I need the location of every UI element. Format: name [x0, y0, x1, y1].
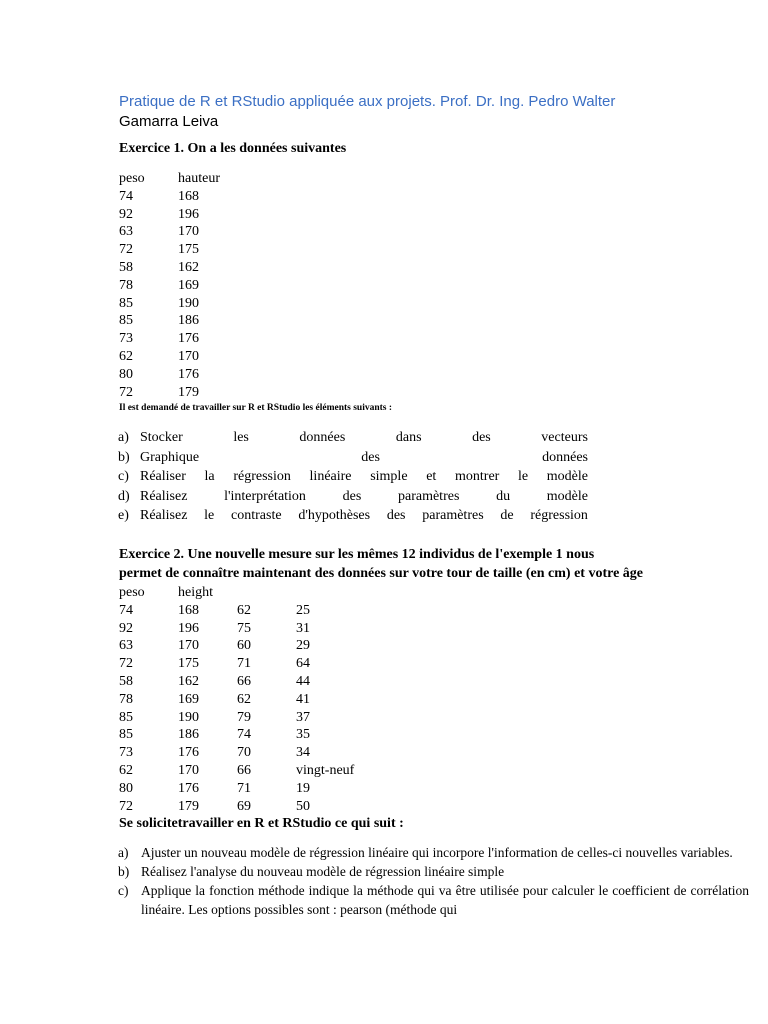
table-cell: 162	[178, 259, 199, 275]
table-cell: 175	[178, 656, 199, 672]
table-cell: 92	[119, 620, 133, 636]
table-cell: 186	[178, 313, 199, 329]
table-cell: 170	[178, 348, 199, 364]
table-cell: 69	[237, 798, 251, 814]
table-cell: 170	[178, 224, 199, 240]
list-marker: c)	[118, 469, 129, 485]
table-header-cell: hauteur	[178, 171, 220, 186]
list-item	[118, 467, 588, 487]
table-cell: 85	[119, 727, 133, 743]
table-cell: 72	[119, 384, 133, 400]
table-cell: 71	[237, 780, 251, 796]
table-cell: 176	[178, 745, 199, 761]
table-cell: 196	[178, 620, 199, 636]
table-cell: 85	[119, 295, 133, 311]
table-header-cell: height	[178, 585, 213, 600]
table-cell: 179	[178, 384, 199, 400]
table-cell: 80	[119, 366, 133, 382]
table-cell: 62	[237, 691, 251, 707]
list-text: Réalisez l'analyse du nouveau modèle de régression linéaire simple	[141, 864, 505, 879]
list-marker: b)	[118, 449, 130, 465]
list-marker: e)	[118, 508, 129, 524]
table-cell: 41	[296, 691, 310, 707]
table-cell: 80	[119, 780, 133, 796]
table-cell: 34	[296, 745, 310, 761]
table-cell: 62	[119, 348, 133, 364]
table-header-cell: peso	[119, 171, 145, 186]
table-cell: 74	[237, 727, 251, 743]
table-cell: 196	[178, 206, 199, 222]
table-cell: 31	[296, 620, 310, 636]
list-marker: b)	[118, 864, 130, 879]
table-cell: 35	[296, 727, 310, 743]
table-cell: 169	[178, 277, 199, 293]
list-item	[118, 487, 588, 507]
table-cell: 66	[237, 673, 251, 689]
table-cell: 63	[119, 224, 133, 240]
table-cell: 85	[119, 709, 133, 725]
table-cell: 75	[237, 620, 251, 636]
table-cell: 78	[119, 277, 133, 293]
table-cell: 190	[178, 295, 199, 311]
table-cell: 44	[296, 673, 310, 689]
list-marker: a)	[118, 430, 129, 445]
table-cell: 162	[178, 673, 199, 689]
table-cell: 62	[119, 762, 133, 778]
list-item	[118, 506, 588, 526]
table-cell: 71	[237, 656, 251, 672]
exercise-1-title: Exercice 1. On a les données suivantes	[119, 141, 347, 156]
list-text: Réalisez le contraste d'hypothèses des paramètres de régression	[140, 508, 588, 524]
list-marker: a)	[118, 845, 129, 860]
list-item	[118, 448, 588, 468]
table-cell: 186	[178, 727, 199, 743]
list-text: Applique la fonction méthode indique la méthode qui va être utilisée pour calculer le coefficient de corrélation linéaire. Les options possibles sont : pearson (méthode qui	[141, 883, 749, 917]
table-cell: 190	[178, 709, 199, 725]
table-cell: 176	[178, 780, 199, 796]
table-cell: 63	[119, 638, 133, 654]
list-text: Ajuster un nouveau modèle de régression linéaire qui incorpore l'information de celles-ci nouvelles variables.	[141, 845, 733, 860]
list-text: Stocker les données dans des vecteurs	[140, 430, 588, 445]
table-cell: 168	[178, 602, 199, 618]
exercise-2-instruction: Se solicitetravailler en R et RStudio ce qui suit :	[119, 816, 404, 831]
table-cell: 58	[119, 673, 133, 689]
table-cell: 62	[237, 602, 251, 618]
table-header-cell: peso	[119, 585, 145, 600]
list-item	[118, 843, 749, 862]
table-cell: 85	[119, 313, 133, 329]
table-cell: 72	[119, 798, 133, 814]
table-cell: 64	[296, 656, 310, 672]
table-cell: 60	[237, 638, 251, 654]
list-item	[118, 881, 749, 919]
table-cell: 25	[296, 602, 310, 618]
table-cell: 170	[178, 638, 199, 654]
list-item	[118, 862, 749, 881]
header-line-1: Pratique de R et RStudio appliquée aux projets. Prof. Dr. Ing. Pedro Walter	[119, 93, 616, 110]
table-cell: 19	[296, 780, 310, 796]
table-cell: 73	[119, 745, 133, 761]
header-line-2: Gamarra Leiva	[119, 113, 219, 130]
table-cell: 58	[119, 259, 133, 275]
table-cell: 78	[119, 691, 133, 707]
table-cell: 74	[119, 188, 133, 204]
document-header	[119, 92, 719, 132]
table-cell: 74	[119, 602, 133, 618]
table-cell: 168	[178, 188, 199, 204]
table-cell: 170	[178, 762, 199, 778]
table-cell: 29	[296, 638, 310, 654]
table-cell: 176	[178, 331, 199, 347]
exercise-1-note: Il est demandé de travailler sur R et RStudio les éléments suivants :	[119, 403, 393, 413]
list-text: Réaliser la régression linéaire simple et montrer le modèle	[140, 469, 588, 485]
exercise-1-list	[118, 428, 588, 526]
table-cell: 79	[237, 709, 251, 725]
table-cell: 37	[296, 709, 310, 725]
table-cell: 73	[119, 331, 133, 347]
exercise-2-title-line-1: Exercice 2. Une nouvelle mesure sur les mêmes 12 individus de l'exemple 1 nous	[119, 547, 595, 562]
table-cell: 50	[296, 798, 310, 814]
exercise-2-title	[119, 545, 719, 583]
exercise-2-list	[118, 843, 749, 919]
table-cell: 92	[119, 206, 133, 222]
table-cell: 169	[178, 691, 199, 707]
list-marker: d)	[118, 488, 130, 504]
list-text: Réalisez l'interprétation des paramètres du modèle	[140, 488, 588, 504]
table-cell: 175	[178, 242, 199, 258]
table-cell: 70	[237, 745, 251, 761]
table-cell: 72	[119, 242, 133, 258]
table-cell: 66	[237, 762, 251, 778]
table-cell: 176	[178, 366, 199, 382]
list-marker: c)	[118, 883, 129, 898]
list-item	[118, 428, 588, 448]
table-cell: 72	[119, 656, 133, 672]
table-cell: 179	[178, 798, 199, 814]
list-text: Graphique des données	[140, 449, 588, 465]
exercise-2-title-line-2: permet de connaître maintenant des données sur votre tour de taille (en cm) et votre âge	[119, 566, 644, 581]
table-cell: vingt-neuf	[296, 762, 355, 778]
